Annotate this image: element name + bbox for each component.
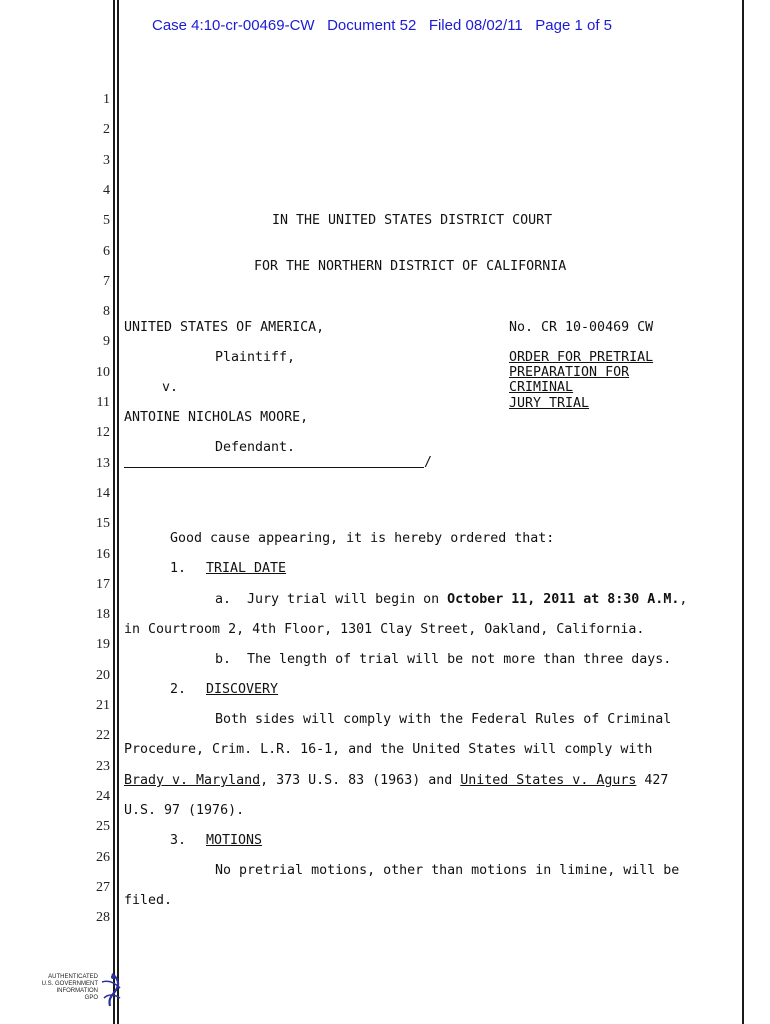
section2-line1: Both sides will comply with the Federal Rules of Criminal [215, 712, 672, 727]
section3-line1: No pretrial motions, other than motions in limine, will be [215, 863, 680, 878]
seal-line-3: INFORMATION [56, 988, 98, 994]
line-number: 13 [96, 455, 110, 471]
section2-line3 [124, 773, 668, 789]
line-number: 10 [96, 364, 110, 380]
document-number: Document 52 [327, 17, 417, 34]
left-margin-rule-outer [113, 0, 115, 1024]
caption-slash: / [424, 455, 433, 470]
order-title-line2: PREPARATION FOR [509, 365, 630, 380]
gpo-authentication-seal [41, 972, 128, 1012]
plaintiff-role: Plaintiff, [215, 350, 296, 365]
section1b-line: b. The length of trial will be not more than three days. [215, 652, 672, 667]
line-number: 25 [96, 819, 110, 835]
line-number: 1 [103, 92, 110, 107]
order-title-line4: JURY TRIAL [509, 396, 590, 411]
line-number: 16 [96, 546, 110, 562]
case-citation-brady: Brady v. Maryland [124, 773, 261, 788]
line-number: 26 [96, 849, 110, 865]
line-number: 17 [96, 576, 110, 592]
order-title-line1: ORDER FOR PRETRIAL [509, 350, 654, 365]
line-number: 11 [96, 395, 110, 410]
defendant-role: Defendant. [215, 440, 296, 455]
line-number: 18 [96, 607, 110, 623]
case-number-header: Case 4:10-cr-00469-CW [152, 17, 315, 34]
line-number: 12 [96, 425, 110, 441]
section1-title: TRIAL DATE [206, 561, 287, 576]
line-number: 2 [103, 122, 110, 138]
section2-line4: U.S. 97 (1976). [124, 803, 245, 818]
intro-paragraph: Good cause appearing, it is hereby ordered that: [170, 531, 555, 546]
ecf-header [152, 17, 612, 34]
versus: v. [162, 380, 179, 395]
section1a-prefix: a. Jury trial will begin on [215, 592, 448, 607]
line-number: 4 [103, 182, 110, 198]
line-number: 5 [103, 213, 110, 229]
case-number: No. CR 10-00469 CW [509, 320, 654, 335]
line-number: 20 [96, 667, 110, 683]
caption-underline [124, 467, 424, 468]
seal-line-1: AUTHENTICATED [48, 974, 98, 980]
filed-date: Filed 08/02/11 [428, 17, 523, 34]
line-number: 8 [103, 304, 110, 320]
line-number: 22 [96, 728, 110, 744]
section2-number: 2. [170, 682, 187, 697]
line-number: 9 [103, 334, 110, 350]
case-citation-agurs: United States v. Agurs [460, 773, 637, 788]
section1a-continuation: in Courtroom 2, 4th Floor, 1301 Clay Street, Oakland, California. [124, 622, 645, 637]
line-number: 15 [96, 516, 110, 532]
page-indicator: Page 1 of 5 [535, 17, 613, 34]
section2-line2: Procedure, Crim. L.R. 16-1, and the United States will comply with [124, 742, 653, 757]
plaintiff-name: UNITED STATES OF AMERICA, [124, 320, 325, 335]
court-heading-line1: IN THE UNITED STATES DISTRICT COURT [272, 213, 553, 228]
defendant-name: ANTOINE NICHOLAS MOORE, [124, 410, 309, 425]
line-number: 24 [96, 788, 110, 804]
line-number: 27 [96, 879, 110, 895]
seal-line-4: GPO [84, 995, 98, 1001]
line-number: 7 [103, 273, 110, 289]
seal-line-2: U.S. GOVERNMENT [41, 981, 98, 987]
section2-title: DISCOVERY [206, 682, 279, 697]
line-number: 23 [96, 758, 110, 774]
section3-number: 3. [170, 833, 187, 848]
seal-text [42, 974, 98, 1002]
eagle-emblem-icon [98, 972, 126, 1012]
line-number: 21 [96, 698, 110, 713]
left-margin-rule-inner [117, 0, 119, 1024]
section3-title: MOTIONS [206, 833, 263, 848]
line-number: 19 [96, 637, 110, 653]
line-number: 14 [96, 485, 110, 501]
trial-date-bold: October 11, 2011 at 8:30 A.M. [447, 592, 680, 607]
section1a-line [215, 592, 687, 608]
line-number: 3 [103, 152, 110, 168]
line-number: 28 [96, 910, 110, 926]
order-title-line3: CRIMINAL [509, 380, 574, 395]
section1-number: 1. [170, 561, 187, 576]
right-margin-rule [742, 0, 744, 1024]
court-heading-line2: FOR THE NORTHERN DISTRICT OF CALIFORNIA [254, 259, 567, 274]
section2-line3-end: 427 [636, 773, 669, 788]
section3-line2: filed. [124, 893, 173, 908]
line-number: 6 [103, 243, 110, 259]
section2-line3-mid: , 373 U.S. 83 (1963) and [260, 773, 461, 788]
section1a-suffix: , [679, 592, 688, 607]
